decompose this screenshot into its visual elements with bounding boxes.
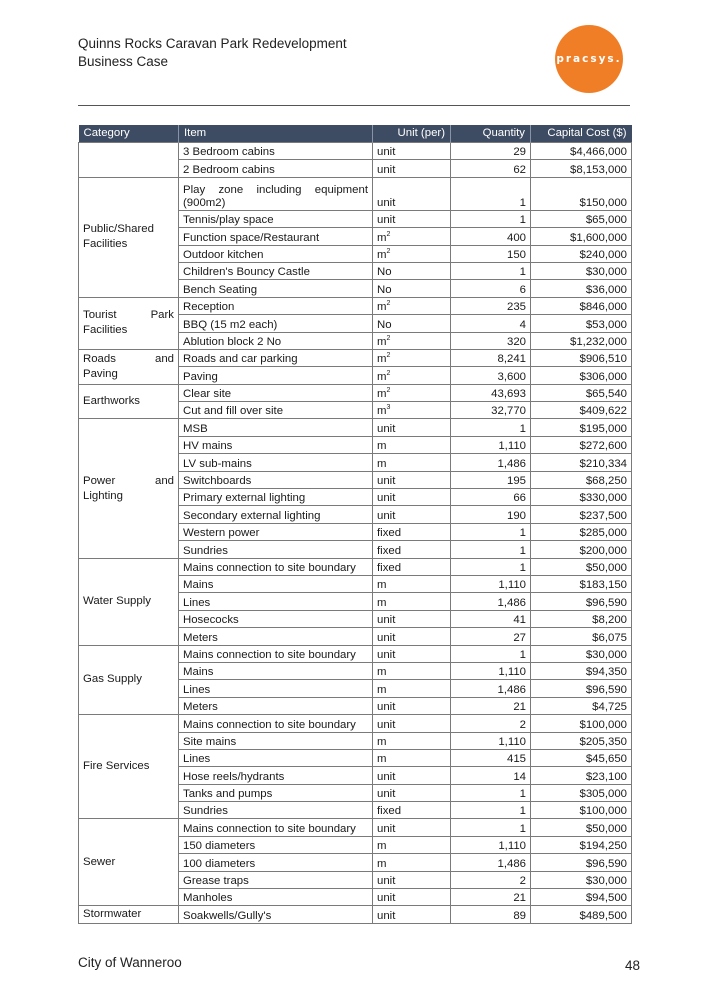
item-cell: Lines: [179, 680, 373, 697]
item-cell: Roads and car parking: [179, 349, 373, 366]
unit-cell: unit: [373, 767, 451, 784]
table-row: [79, 906, 632, 923]
quantity-cell: 1,486: [451, 454, 531, 471]
item-cell: Hosecocks: [179, 610, 373, 627]
quantity-cell: 21: [451, 889, 531, 906]
quantity-cell: 41: [451, 610, 531, 627]
item-cell: Primary external lighting: [179, 489, 373, 506]
quantity-cell: 1,110: [451, 575, 531, 592]
cost-cell: $96,590: [531, 680, 632, 697]
item-cell: Ablution block 2 No: [179, 332, 373, 349]
unit-cell: fixed: [373, 558, 451, 575]
item-cell: HV mains: [179, 436, 373, 453]
table-body: [79, 143, 632, 924]
item-cell: 150 diameters: [179, 836, 373, 853]
cost-cell: $272,600: [531, 436, 632, 453]
category-cell: Fire Services: [79, 715, 179, 819]
item-cell: Mains connection to site boundary: [179, 645, 373, 662]
unit-cell: m: [373, 854, 451, 871]
cost-cell: $150,000: [531, 177, 632, 210]
page-number: 48: [624, 958, 640, 973]
item-cell: Meters: [179, 628, 373, 645]
quantity-cell: 89: [451, 906, 531, 923]
quantity-cell: 2: [451, 871, 531, 888]
item-cell: Function space/Restaurant: [179, 228, 373, 245]
unit-cell: m: [373, 680, 451, 697]
unit-cell: unit: [373, 715, 451, 732]
table-row: [79, 645, 632, 662]
category-cell: Roads and Paving: [79, 349, 179, 384]
item-cell: Meters: [179, 697, 373, 714]
cost-cell: $237,500: [531, 506, 632, 523]
item-cell: Sundries: [179, 541, 373, 558]
item-cell: Clear site: [179, 384, 373, 401]
quantity-cell: 1,486: [451, 593, 531, 610]
quantity-cell: 8,241: [451, 349, 531, 366]
category-cell: Stormwater: [79, 906, 179, 923]
table-row: [79, 349, 632, 366]
column-header-unit: Unit (per): [373, 125, 451, 143]
category-cell: [79, 143, 179, 178]
unit-cell: $m^2$: [373, 245, 451, 262]
unit-cell: m: [373, 732, 451, 749]
quantity-cell: 1,486: [451, 680, 531, 697]
cost-cell: $65,000: [531, 210, 632, 227]
item-cell: Cut and fill over site: [179, 402, 373, 419]
unit-cell: unit: [373, 784, 451, 801]
table-row: [79, 819, 632, 836]
unit-cell: unit: [373, 489, 451, 506]
cost-cell: $409,622: [531, 402, 632, 419]
item-cell: Mains connection to site boundary: [179, 715, 373, 732]
unit-cell: No: [373, 280, 451, 297]
cost-cell: $194,250: [531, 836, 632, 853]
footer-organisation: City of Wanneroo: [78, 955, 182, 970]
category-cell: Earthworks: [79, 384, 179, 419]
cost-cell: $23,100: [531, 767, 632, 784]
quantity-cell: 1: [451, 802, 531, 819]
cost-cell: $96,590: [531, 854, 632, 871]
table-row: [79, 384, 632, 401]
unit-cell: unit: [373, 610, 451, 627]
column-header-capital-cost: Capital Cost ($): [531, 125, 632, 143]
table-row: [79, 558, 632, 575]
unit-cell: $m^2$: [373, 332, 451, 349]
quantity-cell: 1,110: [451, 436, 531, 453]
quantity-cell: 43,693: [451, 384, 531, 401]
quantity-cell: 66: [451, 489, 531, 506]
unit-cell: unit: [373, 871, 451, 888]
item-cell: Site mains: [179, 732, 373, 749]
unit-cell: unit: [373, 819, 451, 836]
unit-cell: m: [373, 436, 451, 453]
quantity-cell: 21: [451, 697, 531, 714]
item-cell: Tennis/play space: [179, 210, 373, 227]
item-cell: Paving: [179, 367, 373, 384]
table-row: [79, 143, 632, 160]
item-cell: Mains connection to site boundary: [179, 819, 373, 836]
unit-cell: $m^2$: [373, 297, 451, 314]
category-cell: Tourist Park Facilities: [79, 297, 179, 349]
quantity-cell: 27: [451, 628, 531, 645]
quantity-cell: 1: [451, 177, 531, 210]
cost-cell: $45,650: [531, 749, 632, 766]
unit-cell: No: [373, 262, 451, 279]
item-cell: Soakwells/Gully's: [179, 906, 373, 923]
unit-cell: unit: [373, 143, 451, 160]
quantity-cell: 1,110: [451, 732, 531, 749]
cost-cell: $4,466,000: [531, 143, 632, 160]
cost-cell: $30,000: [531, 262, 632, 279]
cost-cell: $489,500: [531, 906, 632, 923]
unit-cell: $m^2$: [373, 367, 451, 384]
header-divider: [78, 105, 630, 106]
cost-cell: $846,000: [531, 297, 632, 314]
unit-cell: $m^2$: [373, 384, 451, 401]
table-header-row: [79, 125, 632, 143]
cost-cell: $4,725: [531, 697, 632, 714]
item-cell: Grease traps: [179, 871, 373, 888]
quantity-cell: 2: [451, 715, 531, 732]
pracsys-logo: [555, 25, 623, 93]
quantity-cell: 1: [451, 419, 531, 436]
unit-cell: unit: [373, 906, 451, 923]
unit-cell: fixed: [373, 541, 451, 558]
header-subtitle: Business Case: [78, 54, 169, 69]
item-cell: Lines: [179, 593, 373, 610]
item-cell: LV sub-mains: [179, 454, 373, 471]
column-header-quantity: Quantity: [451, 125, 531, 143]
table-row: [79, 297, 632, 314]
item-cell: Mains connection to site boundary: [179, 558, 373, 575]
cost-cell: $195,000: [531, 419, 632, 436]
capital-cost-table: [78, 125, 632, 924]
category-cell: Power and Lighting: [79, 419, 179, 558]
unit-cell: unit: [373, 628, 451, 645]
category-cell: Water Supply: [79, 558, 179, 645]
quantity-cell: 1: [451, 262, 531, 279]
quantity-cell: 1,486: [451, 854, 531, 871]
quantity-cell: 195: [451, 471, 531, 488]
quantity-cell: 1,110: [451, 662, 531, 679]
quantity-cell: 1,110: [451, 836, 531, 853]
item-cell: Bench Seating: [179, 280, 373, 297]
unit-cell: m: [373, 836, 451, 853]
cost-cell: $100,000: [531, 715, 632, 732]
unit-cell: unit: [373, 471, 451, 488]
quantity-cell: 1: [451, 523, 531, 540]
table-row: [79, 715, 632, 732]
cost-cell: $94,500: [531, 889, 632, 906]
document-header: [78, 35, 347, 71]
unit-cell: unit: [373, 889, 451, 906]
cost-cell: $305,000: [531, 784, 632, 801]
quantity-cell: 32,770: [451, 402, 531, 419]
item-cell: Mains: [179, 575, 373, 592]
logo-text: pracsys.: [556, 53, 622, 65]
cost-cell: $68,250: [531, 471, 632, 488]
unit-cell: $m^2$: [373, 349, 451, 366]
quantity-cell: 62: [451, 160, 531, 177]
table-row: [79, 419, 632, 436]
cost-cell: $1,232,000: [531, 332, 632, 349]
unit-cell: unit: [373, 506, 451, 523]
cost-cell: $94,350: [531, 662, 632, 679]
quantity-cell: 4: [451, 315, 531, 332]
item-cell: 2 Bedroom cabins: [179, 160, 373, 177]
item-cell: Children's Bouncy Castle: [179, 262, 373, 279]
cost-cell: $50,000: [531, 819, 632, 836]
quantity-cell: 14: [451, 767, 531, 784]
cost-cell: $330,000: [531, 489, 632, 506]
column-header-item: Item: [179, 125, 373, 143]
item-cell: Switchboards: [179, 471, 373, 488]
unit-cell: fixed: [373, 802, 451, 819]
item-cell: Hose reels/hydrants: [179, 767, 373, 784]
quantity-cell: 1: [451, 645, 531, 662]
cost-cell: $200,000: [531, 541, 632, 558]
category-cell: Sewer: [79, 819, 179, 906]
item-cell: Mains: [179, 662, 373, 679]
unit-cell: unit: [373, 645, 451, 662]
quantity-cell: 415: [451, 749, 531, 766]
cost-cell: $65,540: [531, 384, 632, 401]
quantity-cell: 150: [451, 245, 531, 262]
item-cell: Lines: [179, 749, 373, 766]
item-cell: Outdoor kitchen: [179, 245, 373, 262]
item-cell: Reception: [179, 297, 373, 314]
item-cell: Western power: [179, 523, 373, 540]
cost-cell: $50,000: [531, 558, 632, 575]
cost-cell: $30,000: [531, 645, 632, 662]
cost-cell: $30,000: [531, 871, 632, 888]
quantity-cell: 1: [451, 210, 531, 227]
unit-cell: No: [373, 315, 451, 332]
unit-cell: unit: [373, 210, 451, 227]
quantity-cell: 1: [451, 784, 531, 801]
category-cell: Gas Supply: [79, 645, 179, 715]
item-cell: Secondary external lighting: [179, 506, 373, 523]
quantity-cell: 235: [451, 297, 531, 314]
cost-cell: $8,200: [531, 610, 632, 627]
unit-cell: m: [373, 454, 451, 471]
quantity-cell: 320: [451, 332, 531, 349]
unit-cell: unit: [373, 177, 451, 210]
unit-cell: m: [373, 575, 451, 592]
cost-cell: $240,000: [531, 245, 632, 262]
unit-cell: $m^2$: [373, 228, 451, 245]
cost-cell: $96,590: [531, 593, 632, 610]
quantity-cell: 3,600: [451, 367, 531, 384]
cost-cell: $285,000: [531, 523, 632, 540]
item-cell: Tanks and pumps: [179, 784, 373, 801]
quantity-cell: 1: [451, 558, 531, 575]
cost-cell: $210,334: [531, 454, 632, 471]
cost-cell: $100,000: [531, 802, 632, 819]
item-cell: Manholes: [179, 889, 373, 906]
item-cell: MSB: [179, 419, 373, 436]
column-header-category: Category: [79, 125, 179, 143]
quantity-cell: 400: [451, 228, 531, 245]
cost-cell: $906,510: [531, 349, 632, 366]
unit-cell: m: [373, 749, 451, 766]
item-cell: Play zone including equipment (900m2): [179, 177, 373, 210]
cost-cell: $1,600,000: [531, 228, 632, 245]
quantity-cell: 1: [451, 541, 531, 558]
unit-cell: unit: [373, 697, 451, 714]
quantity-cell: 29: [451, 143, 531, 160]
quantity-cell: 1: [451, 819, 531, 836]
table-row: [79, 177, 632, 210]
quantity-cell: 6: [451, 280, 531, 297]
header-title: Quinns Rocks Caravan Park Redevelopment: [78, 36, 347, 51]
unit-cell: m: [373, 593, 451, 610]
cost-cell: $306,000: [531, 367, 632, 384]
quantity-cell: 190: [451, 506, 531, 523]
cost-cell: $6,075: [531, 628, 632, 645]
unit-cell: $m^3$: [373, 402, 451, 419]
unit-cell: unit: [373, 160, 451, 177]
item-cell: BBQ (15 m2 each): [179, 315, 373, 332]
unit-cell: fixed: [373, 523, 451, 540]
cost-cell: $53,000: [531, 315, 632, 332]
unit-cell: unit: [373, 419, 451, 436]
category-cell: Public/Shared Facilities: [79, 177, 179, 297]
item-cell: 100 diameters: [179, 854, 373, 871]
unit-cell: m: [373, 662, 451, 679]
item-cell: 3 Bedroom cabins: [179, 143, 373, 160]
item-cell: Sundries: [179, 802, 373, 819]
cost-cell: $36,000: [531, 280, 632, 297]
cost-cell: $205,350: [531, 732, 632, 749]
cost-cell: $8,153,000: [531, 160, 632, 177]
cost-cell: $183,150: [531, 575, 632, 592]
